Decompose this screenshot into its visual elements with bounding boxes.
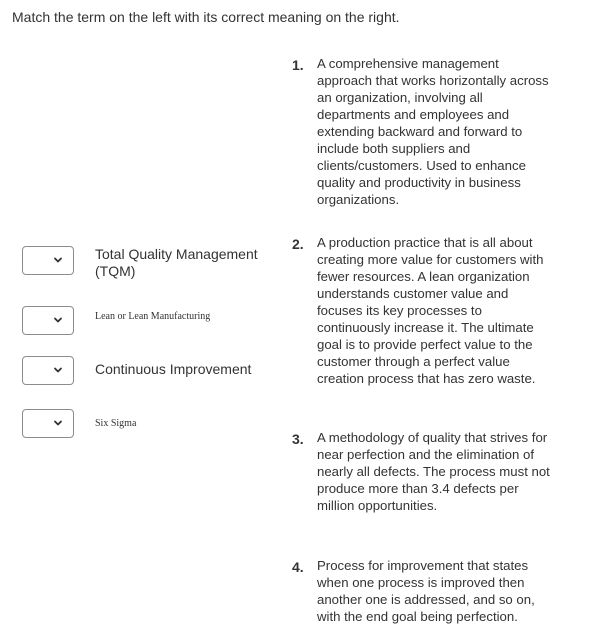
term-label-tqm: Total Quality Management (TQM)	[95, 246, 258, 279]
definition-text: A methodology of quality that strives for near perfection and the elimination of nearly all defects. The process must not produce more than 3.4 defects per million opportunities.	[317, 430, 550, 513]
term-4-select[interactable]	[22, 409, 74, 438]
definition-number: 2.	[292, 236, 304, 252]
term-label-six-sigma: Six Sigma	[95, 418, 137, 429]
chevron-down-icon	[52, 314, 64, 326]
definition-text: A comprehensive management approach that works horizontally across an organization, involving all departments and employees and extending backward and forward to include both suppliers and clients/customers. Used to enhance quality and productivity in business organizations.	[317, 56, 549, 207]
question-instruction: Match the term on the left with its correct meaning on the right.	[12, 9, 400, 25]
definition-number: 4.	[292, 559, 304, 575]
definition-number: 1.	[292, 57, 304, 73]
definition-number: 3.	[292, 431, 304, 447]
definition-text: A production practice that is all about creating more value for customers with fewer resources. A lean organization understands customer value and focuses its key processes to continuously increase it. The ultimate goal is to provide perfect value to the customer through a perfect value creation process that has zero waste.	[317, 235, 544, 386]
term-label-lean: Lean or Lean Manufacturing	[95, 311, 211, 322]
chevron-down-icon	[52, 364, 64, 376]
term-label-continuous-improvement: Continuous Improvement	[95, 361, 252, 377]
term-1-select[interactable]	[22, 246, 74, 275]
chevron-down-icon	[52, 254, 64, 266]
term-3-select[interactable]	[22, 356, 74, 385]
term-2-select[interactable]	[22, 306, 74, 335]
definition-text: Process for improvement that states when one process is improved then another one is addressed, and so on, with the end goal being perfection.	[317, 558, 535, 624]
chevron-down-icon	[52, 417, 64, 429]
